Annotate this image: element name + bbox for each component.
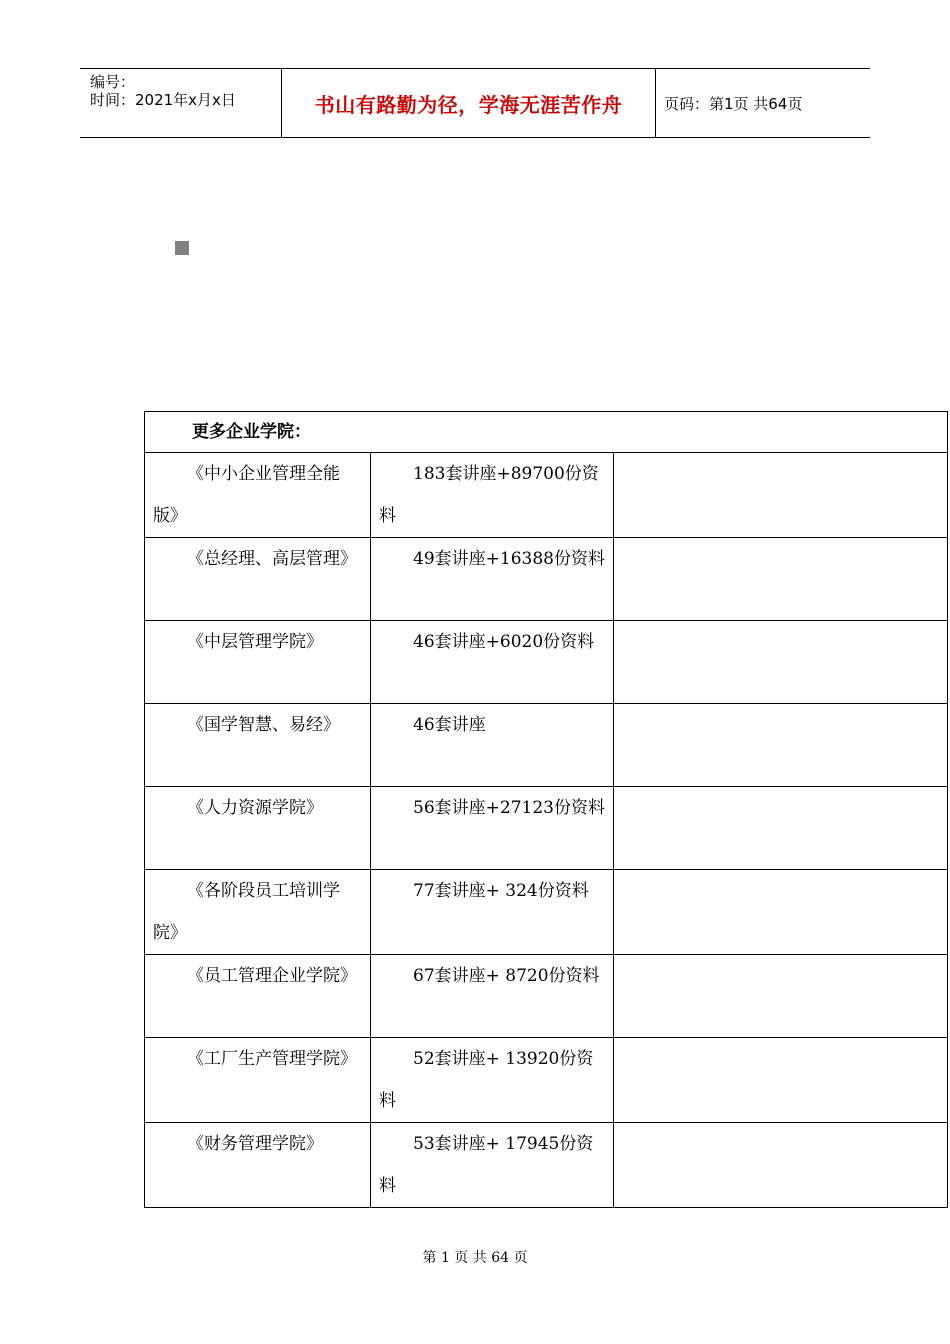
header-left [90,73,280,109]
table-title: 更多企业学院： [145,412,948,453]
academy-info: 46套讲座 [371,704,614,787]
academy-name: 《中小企业管理全能版》 [145,453,371,538]
academy-name: 《中层管理学院》 [145,621,371,704]
academy-name: 《财务管理学院》 [145,1123,371,1208]
header-page-info: 页码：第1页 共64页 [664,94,803,113]
academy-name: 《人力资源学院》 [145,787,371,870]
table-row [145,787,948,870]
page-header [80,68,870,138]
academy-info: 49套讲座+16388份资料 [371,538,614,621]
academy-name: 《员工管理企业学院》 [145,955,371,1038]
empty-cell [614,538,948,621]
empty-cell [614,621,948,704]
table-row [145,453,948,538]
empty-cell [614,453,948,538]
page-footer: 第 1 页 共 64 页 [422,1250,528,1266]
academy-info: 183套讲座+89700份资料 [371,453,614,538]
table-row [145,870,948,955]
table-row [145,621,948,704]
academy-info: 46套讲座+6020份资料 [371,621,614,704]
academy-info: 56套讲座+27123份资料 [371,787,614,870]
table-row [145,1123,948,1208]
time-label: 时间：2021年x月x日 [90,91,236,109]
academy-info: 53套讲座+ 17945份资料 [371,1123,614,1208]
empty-cell [614,870,948,955]
table-row [145,704,948,787]
academy-info: 67套讲座+ 8720份资料 [371,955,614,1038]
empty-cell [614,1123,948,1208]
academy-name: 《总经理、高层管理》 [145,538,371,621]
academy-table [144,411,948,1208]
table-row [145,1038,948,1123]
empty-cell [614,787,948,870]
square-bullet-icon [175,241,189,255]
academy-info: 52套讲座+ 13920份资料 [371,1038,614,1123]
empty-cell [614,955,948,1038]
academy-info: 77套讲座+ 324份资料 [371,870,614,955]
serial-label: 编号： [90,73,136,91]
table-row [145,538,948,621]
empty-cell [614,1038,948,1123]
table-row [145,955,948,1038]
academy-name: 《各阶段员工培训学院》 [145,870,371,955]
academy-name: 《工厂生产管理学院》 [145,1038,371,1123]
empty-cell [614,704,948,787]
academy-name: 《国学智慧、易经》 [145,704,371,787]
header-motto: 书山有路勤为径，学海无涯苦作舟 [281,69,656,137]
table-title-row [145,412,948,453]
